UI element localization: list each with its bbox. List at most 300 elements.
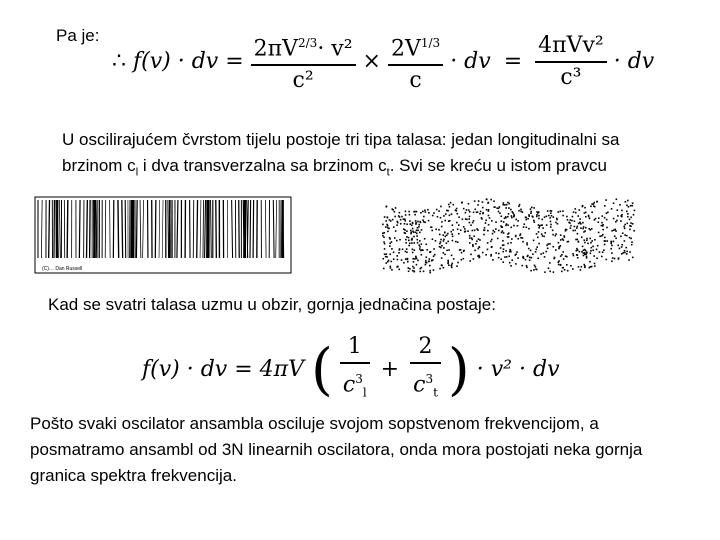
wave-dot xyxy=(416,235,418,237)
wave-dot xyxy=(605,199,607,201)
wave-dot xyxy=(592,249,594,251)
wave-dot xyxy=(633,214,635,216)
wave-dot xyxy=(571,220,573,222)
wave-dot xyxy=(577,239,579,241)
wave-dot xyxy=(574,230,576,232)
wave-dot xyxy=(522,241,524,243)
wave-dot xyxy=(596,201,598,203)
wave-dot xyxy=(476,240,478,242)
wave-dot xyxy=(399,239,401,241)
wave-dot xyxy=(576,227,578,229)
wave-dot xyxy=(557,211,559,213)
wave-dot xyxy=(492,233,494,235)
wave-dot xyxy=(391,248,393,250)
wave-dot xyxy=(504,204,506,206)
wave-dot xyxy=(617,215,619,217)
wave-dot xyxy=(563,239,565,241)
wave-dot xyxy=(535,251,537,253)
wave-dot xyxy=(603,249,605,251)
wave-dot xyxy=(404,220,406,222)
wave-dot xyxy=(626,251,628,253)
wave-dot xyxy=(500,247,502,249)
wave-dot xyxy=(584,267,586,269)
wave-dot xyxy=(566,264,568,266)
wave-dot xyxy=(537,237,539,239)
wave-dot xyxy=(592,246,594,248)
wave-dot xyxy=(448,264,450,266)
wave-dot xyxy=(438,210,440,212)
wave-dot xyxy=(479,256,481,258)
wave-dot xyxy=(452,224,454,226)
wave-dot xyxy=(488,210,490,212)
wave-dot xyxy=(396,255,398,257)
wave-dot xyxy=(427,209,429,211)
wave-dot xyxy=(469,216,471,218)
wave-dot xyxy=(505,216,507,218)
wave-dot xyxy=(541,219,543,221)
wave-dot xyxy=(544,232,546,234)
wave-dot xyxy=(520,209,522,211)
wave-dot xyxy=(585,212,587,214)
wave-dot xyxy=(510,265,512,267)
wave-line xyxy=(90,200,91,258)
wave-dot xyxy=(443,247,445,249)
wave-dot xyxy=(409,223,411,225)
wave-dot xyxy=(408,245,410,247)
wave-dot xyxy=(385,226,387,228)
wave-dot xyxy=(530,270,532,272)
wave-dot xyxy=(575,250,577,252)
wave-dot xyxy=(558,248,560,250)
wave-dot xyxy=(384,248,386,250)
wave-dot xyxy=(385,262,387,264)
wave-dot xyxy=(425,256,427,258)
wave-dot xyxy=(460,229,462,231)
wave-dot xyxy=(560,255,562,257)
wave-dot xyxy=(393,252,395,254)
wave-dot xyxy=(405,211,407,213)
wave-dot xyxy=(515,235,517,237)
wave-dot xyxy=(461,252,463,254)
wave-dot xyxy=(419,271,421,273)
wave-dot xyxy=(631,205,633,207)
wave-dot xyxy=(613,241,615,243)
wave-dot xyxy=(588,228,590,230)
wave-dot xyxy=(611,252,613,254)
wave-line xyxy=(197,200,198,258)
wave-dot xyxy=(451,255,453,257)
wave-dot xyxy=(535,268,537,270)
wave-dot xyxy=(441,226,443,228)
wave-dot xyxy=(451,264,453,266)
wave-dot xyxy=(418,226,420,228)
wave-dot xyxy=(560,239,562,241)
wave-dot xyxy=(393,258,395,260)
wave-dot xyxy=(572,216,574,218)
wave-dot xyxy=(411,239,413,241)
wave-dot xyxy=(590,253,592,255)
paragraph-1-line-1: U oscilirajućem čvrstom tijelu postoje tri tipa talasa: jedan longitudinalni sa xyxy=(62,130,620,149)
wave-dot xyxy=(456,222,458,224)
wave-dot xyxy=(515,219,517,221)
wave-dot xyxy=(413,267,415,269)
wave-dot xyxy=(610,248,612,250)
wave-dot xyxy=(562,210,564,212)
wave-dot xyxy=(509,251,511,253)
wave-dot xyxy=(510,227,512,229)
wave-dot xyxy=(538,215,540,217)
wave-line xyxy=(155,200,156,258)
wave-dot xyxy=(440,239,442,241)
wave-dot xyxy=(558,242,560,244)
wave-dot xyxy=(444,220,446,222)
wave-dot xyxy=(614,229,616,231)
wave-dot xyxy=(583,226,585,228)
wave-dot xyxy=(405,214,407,216)
wave-dot xyxy=(515,253,517,255)
wave-dot xyxy=(423,221,425,223)
intro-label: Pa je: xyxy=(56,26,100,45)
wave-dot xyxy=(478,246,480,248)
wave-dot xyxy=(594,263,596,265)
wave-dot xyxy=(485,222,487,224)
wave-dot xyxy=(428,212,430,214)
wave-dot xyxy=(526,226,528,228)
wave-dot xyxy=(463,208,465,210)
wave-dot xyxy=(596,257,598,259)
wave-dot xyxy=(520,211,522,213)
wave-dot xyxy=(619,248,621,250)
wave-dot xyxy=(549,243,551,245)
times-symbol: × xyxy=(362,49,381,75)
wave-dot xyxy=(384,243,386,245)
wave-dot xyxy=(602,224,604,226)
wave-dot xyxy=(468,203,470,205)
wave-dot xyxy=(444,236,446,238)
wave-dot xyxy=(624,234,626,236)
wave-dot xyxy=(430,226,432,228)
wave-dot xyxy=(477,248,479,250)
wave-dot xyxy=(520,237,522,239)
wave-dot xyxy=(507,224,509,226)
wave-dot xyxy=(502,251,504,253)
wave-dot xyxy=(449,206,451,208)
wave-dot xyxy=(487,242,489,244)
wave-dot xyxy=(629,219,631,221)
wave-dot xyxy=(479,239,481,241)
wave-dot xyxy=(589,261,591,263)
wave-dot xyxy=(422,219,424,221)
wave-dot xyxy=(490,241,492,243)
wave-dot xyxy=(525,259,527,261)
wave-dot xyxy=(535,249,537,251)
wave-dot xyxy=(624,240,626,242)
wave-dot xyxy=(580,269,582,271)
wave-dot xyxy=(508,207,510,209)
wave-dot xyxy=(406,251,408,253)
wave-dot xyxy=(425,211,427,213)
wave-dot xyxy=(631,241,633,243)
wave-dot xyxy=(425,260,427,262)
wave-dot xyxy=(527,218,529,220)
wave-dot xyxy=(586,238,588,240)
wave-dot xyxy=(420,222,422,224)
wave-dot xyxy=(503,232,505,234)
wave-dot xyxy=(398,215,400,217)
wave-dot xyxy=(386,206,388,208)
wave-dot xyxy=(584,249,586,251)
wave-dot xyxy=(447,241,449,243)
wave-dot xyxy=(463,226,465,228)
wave-dot xyxy=(511,211,513,213)
wave-dot xyxy=(482,207,484,209)
wave-dot xyxy=(456,213,458,215)
wave-dot xyxy=(604,205,606,207)
wave-dot xyxy=(490,199,492,201)
wave-dot xyxy=(540,253,542,255)
wave-dot xyxy=(421,243,423,245)
wave-dot xyxy=(625,247,627,249)
wave-dot xyxy=(625,201,627,203)
wave-dot xyxy=(520,233,522,235)
wave-dot xyxy=(582,222,584,224)
wave-dot xyxy=(436,209,438,211)
wave-dot xyxy=(448,204,450,206)
wave-dot xyxy=(508,255,510,257)
wave-dot xyxy=(468,209,470,211)
wave-dot xyxy=(626,211,628,213)
wave-line xyxy=(136,200,137,258)
wave-dot xyxy=(590,250,592,252)
wave-dot xyxy=(567,270,569,272)
wave-dot xyxy=(546,224,548,226)
wave-dot xyxy=(482,212,484,214)
wave-dot xyxy=(550,210,552,212)
wave-dot xyxy=(500,258,502,260)
wave-line xyxy=(118,200,119,258)
paragraph-3-line-2: posmatramo ansambl od 3N linearnih oscilatora, onda mora postojati neka gornja xyxy=(30,440,643,459)
wave-dot xyxy=(425,244,427,246)
wave-dot xyxy=(616,220,618,222)
wave-dot xyxy=(413,242,415,244)
wave-dot xyxy=(613,218,615,220)
wave-dot xyxy=(392,219,394,221)
wave-dot xyxy=(598,232,600,234)
wave-dot xyxy=(391,241,393,243)
wave-dot xyxy=(449,215,451,217)
wave-dot xyxy=(469,237,471,239)
wave-dot xyxy=(405,258,407,260)
wave-dot xyxy=(396,266,398,268)
wave-dot xyxy=(446,250,448,252)
wave-dot xyxy=(438,229,440,231)
wave-dot xyxy=(530,212,532,214)
wave-dot xyxy=(399,249,401,251)
equation-2-fraction-1: $\frac{1}{c^3_l}$ xyxy=(340,332,370,408)
wave-dot xyxy=(446,234,448,236)
wave-dot xyxy=(547,247,549,249)
wave-dot xyxy=(601,256,603,258)
wave-dot xyxy=(502,240,504,242)
wave-dot xyxy=(630,238,632,240)
equation-1: ∴ f(v) · dv = $\frac{2\pi V^{2/3}\cdot v^2}{\text{c²}}$ × $\frac{2V^{1/3}}{c}$ · dv = $\frac{\text{4πVv²}}{\text{c³}}$ · dv xyxy=(112,28,654,96)
wave-dot xyxy=(478,255,480,257)
wave-dot xyxy=(584,242,586,244)
wave-dot xyxy=(561,271,563,273)
wave-dot xyxy=(538,224,540,226)
wave-dot xyxy=(585,253,587,255)
wave-dot xyxy=(589,238,591,240)
wave-dot xyxy=(530,208,532,210)
wave-dot xyxy=(629,237,631,239)
wave-dot xyxy=(579,251,581,253)
wave-dot xyxy=(550,221,552,223)
wave-dot xyxy=(510,249,512,251)
wave-dot xyxy=(599,251,601,253)
wave-dot xyxy=(532,253,534,255)
equation-1-lhs: f(v) · dv = xyxy=(133,49,244,75)
wave-dot xyxy=(406,248,408,250)
wave-dot xyxy=(532,215,534,217)
wave-dot xyxy=(447,261,449,263)
wave-dot xyxy=(496,207,498,209)
wave-dot xyxy=(407,259,409,261)
wave-dot xyxy=(604,237,606,239)
wave-dot xyxy=(488,215,490,217)
wave-dot xyxy=(412,266,414,268)
wave-dot xyxy=(613,229,615,231)
wave-dot xyxy=(544,216,546,218)
wave-dot xyxy=(410,230,412,232)
wave-dot xyxy=(536,211,538,213)
wave-dot xyxy=(416,211,418,213)
wave-dot xyxy=(604,217,606,219)
wave-dot xyxy=(451,267,453,269)
wave-dot xyxy=(389,253,391,255)
wave-dot xyxy=(627,200,629,202)
wave-dot xyxy=(462,218,464,220)
wave-line xyxy=(79,200,80,258)
wave-dot xyxy=(382,258,384,260)
wave-dot xyxy=(617,245,619,247)
equation-1-fraction-3: $\frac{\text{4πVv²}}{\text{c³}}$ xyxy=(535,31,607,93)
wave-dot xyxy=(526,267,528,269)
wave-dot xyxy=(568,241,570,243)
wave-dot xyxy=(418,224,420,226)
wave-dot xyxy=(483,229,485,231)
wave-dot xyxy=(429,258,431,260)
wave-dot xyxy=(468,218,470,220)
wave-dot xyxy=(629,251,631,253)
wave-dot xyxy=(533,207,535,209)
wave-dot xyxy=(513,225,515,227)
wave-dot xyxy=(614,235,616,237)
wave-dot xyxy=(453,258,455,260)
wave-dot xyxy=(475,243,477,245)
wave-dot xyxy=(594,239,596,241)
wave-dot xyxy=(428,261,430,263)
wave-dot xyxy=(627,223,629,225)
wave-dot xyxy=(412,252,414,254)
wave-dot xyxy=(627,216,629,218)
wave-dot xyxy=(566,216,568,218)
wave-dot xyxy=(630,205,632,207)
wave-dot xyxy=(543,252,545,254)
wave-dot xyxy=(560,211,562,213)
wave-dot xyxy=(614,258,616,260)
wave-dot xyxy=(412,248,414,250)
wave-dot xyxy=(433,248,435,250)
equation-2-lhs: f(v) · dv = 4πV xyxy=(142,356,304,382)
wave-dot xyxy=(408,211,410,213)
wave-dot xyxy=(443,240,445,242)
equation-2: f(v) · dv = 4πV ( $\frac{1}{c^3_l}$ + $\frac{2}{c^3_t}$ ) · v² · dv xyxy=(142,332,560,408)
wave-dot xyxy=(467,230,469,232)
wave-dot xyxy=(498,211,500,213)
wave-dot xyxy=(502,230,504,232)
wave-dot xyxy=(585,216,587,218)
wave-dot xyxy=(630,222,632,224)
wave-dot xyxy=(572,230,574,232)
wave-dot xyxy=(545,251,547,253)
wave-dot xyxy=(455,241,457,243)
wave-dot xyxy=(602,251,604,253)
wave-dot xyxy=(499,206,501,208)
wave-dot xyxy=(491,220,493,222)
wave-dot xyxy=(546,215,548,217)
wave-dot xyxy=(469,211,471,213)
wave-dot xyxy=(632,223,634,225)
wave-dot xyxy=(516,251,518,253)
wave-dot xyxy=(533,220,535,222)
wave-dot xyxy=(611,245,613,247)
wave-dot xyxy=(538,231,540,233)
wave-dot xyxy=(498,230,500,232)
wave-dot xyxy=(487,230,489,232)
wave-dot xyxy=(556,218,558,220)
wave-dot xyxy=(547,210,549,212)
wave-line xyxy=(216,200,217,258)
wave-dot xyxy=(477,211,479,213)
wave-dot xyxy=(472,244,474,246)
wave-dot xyxy=(458,224,460,226)
wave-dot xyxy=(511,259,513,261)
wave-dot xyxy=(420,250,422,252)
wave-dot xyxy=(419,232,421,234)
wave-dot xyxy=(486,209,488,211)
wave-dot xyxy=(480,211,482,213)
wave-dot xyxy=(546,244,548,246)
wave-dot xyxy=(478,200,480,202)
wave-dot xyxy=(526,244,528,246)
wave-dot xyxy=(562,215,564,217)
wave-dot xyxy=(389,266,391,268)
wave-dot xyxy=(485,254,487,256)
wave-dot xyxy=(495,252,497,254)
wave-dot xyxy=(528,248,530,250)
wave-dot xyxy=(422,249,424,251)
wave-dot xyxy=(521,265,523,267)
wave-dot xyxy=(428,220,430,222)
wave-dot xyxy=(489,217,491,219)
wave-dot xyxy=(505,207,507,209)
wave-dot xyxy=(581,266,583,268)
wave-dot xyxy=(597,245,599,247)
wave-dot xyxy=(535,266,537,268)
wave-dot xyxy=(401,216,403,218)
wave-dot xyxy=(628,206,630,208)
wave-dot xyxy=(557,223,559,225)
